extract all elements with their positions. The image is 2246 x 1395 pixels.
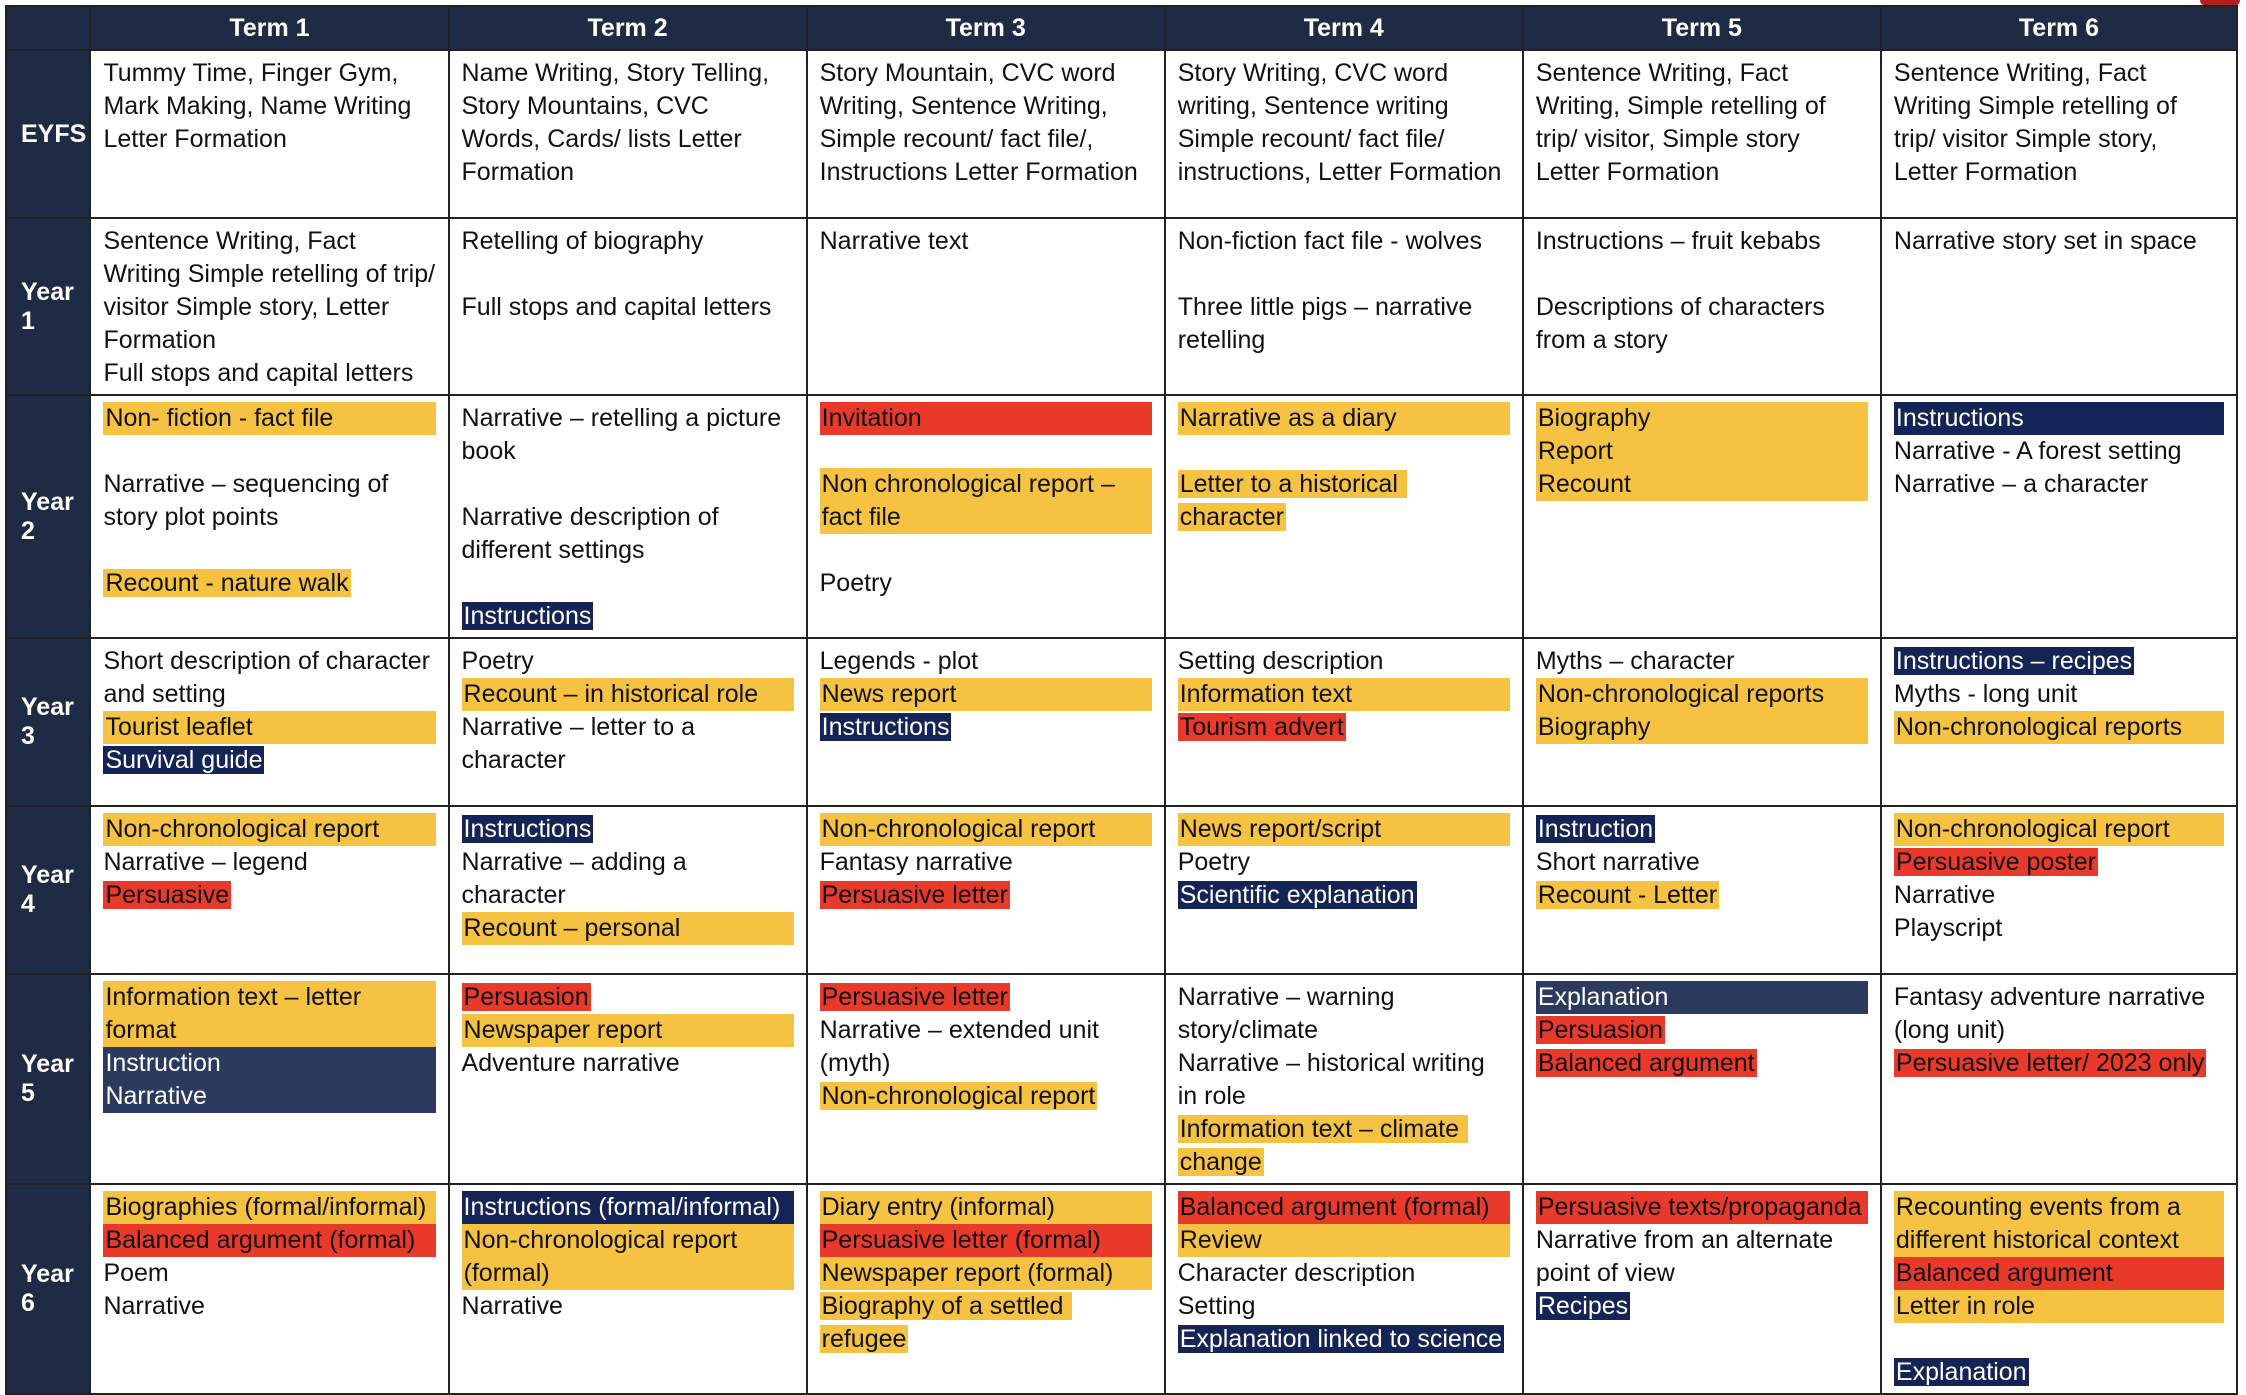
entry-text: Narrative – letter to a character <box>461 713 702 774</box>
entry-text: Narrative – historical writing in role <box>1177 1049 1492 1110</box>
cell-entry <box>820 846 1152 879</box>
highlighted-entry-text: Persuasive letter <box>821 983 1008 1011</box>
highlighted-entry-text: Instructions <box>1894 402 2224 435</box>
cell-entry <box>103 645 435 711</box>
cell-entry <box>820 1014 1152 1080</box>
table-row <box>6 218 2237 395</box>
highlighted-entry-text: Survival guide <box>105 746 263 774</box>
table-cell <box>1165 50 1523 218</box>
cell-entry <box>1894 435 2224 468</box>
table-cell <box>807 395 1165 638</box>
cell-entry <box>1894 1047 2224 1080</box>
highlighted-entry-text: Non-chronological report <box>1894 813 2224 846</box>
entry-text: Three little pigs – narrative retelling <box>1177 293 1480 354</box>
entry-text: Non-fiction fact file - wolves <box>1177 227 1482 255</box>
cell-entry <box>103 225 442 357</box>
cell-entry <box>820 879 1152 912</box>
table-cell <box>807 638 1165 806</box>
cell-spacer <box>1178 258 1510 291</box>
cell-spacer <box>103 435 435 468</box>
highlighted-entry-text: Balanced argument (formal) <box>103 1224 435 1257</box>
highlighted-entry-text: Recount - nature walk <box>105 569 349 597</box>
cell-entry <box>103 357 435 390</box>
table-cell <box>1523 806 1881 974</box>
cell-entry <box>1894 981 2224 1047</box>
highlighted-entry-text: Non-chronological report (formal) <box>462 1224 794 1290</box>
entry-text: Legends - plot <box>819 647 979 675</box>
cell-entry <box>1894 912 2224 945</box>
row-header: Year 1 <box>6 218 90 395</box>
cell-entry <box>820 1080 1152 1113</box>
highlighted-entry-text: Recounting events from a different historical context <box>1894 1191 2224 1257</box>
cell-entry <box>462 912 794 945</box>
cell-entry <box>1536 813 1868 846</box>
cell-entry <box>1178 1113 1510 1179</box>
entry-text: Playscript <box>1893 914 2003 942</box>
entry-text: Narrative <box>461 1292 563 1320</box>
highlighted-entry-text: Non-chronological report <box>821 1082 1096 1110</box>
cell-entry <box>462 981 794 1014</box>
highlighted-entry-text: News report/script <box>1178 813 1510 846</box>
cell-entry <box>103 1224 435 1257</box>
highlighted-entry-text: Biography Report Recount <box>1536 402 1868 501</box>
table-cell <box>1165 1184 1523 1394</box>
cell-entry <box>1536 645 1868 678</box>
cell-entry <box>103 711 435 744</box>
cell-entry <box>462 1224 794 1290</box>
cell-entry <box>462 225 794 258</box>
highlighted-entry-text: Recount – in historical role <box>462 678 794 711</box>
cell-entry <box>103 468 435 534</box>
cell-entry <box>462 1290 794 1323</box>
highlighted-entry-text: Persuasion <box>1537 1016 1663 1044</box>
table-cell <box>1165 638 1523 806</box>
entry-text: Narrative – warning story/climate <box>1177 983 1402 1044</box>
table-cell <box>449 395 807 638</box>
cell-entry <box>462 402 794 468</box>
cell-entry <box>1894 1356 2224 1389</box>
table-cell <box>1881 218 2237 395</box>
table-cell <box>807 974 1165 1184</box>
cell-entry <box>462 291 794 324</box>
entry-text: Sentence Writing, Fact Writing Simple retelling of trip/ visitor Simple story, Letter Formation <box>103 227 442 354</box>
entry-text: Poetry <box>461 647 534 675</box>
cell-entry <box>1178 1257 1510 1290</box>
entry-text: Retelling of biography <box>461 227 704 255</box>
table-cell <box>449 218 807 395</box>
cell-spacer <box>1178 435 1510 468</box>
cell-entry <box>1178 981 1510 1047</box>
table-cell <box>1881 1184 2237 1394</box>
highlighted-entry-text: Non chronological report – fact file <box>820 468 1152 534</box>
cell-entry <box>103 981 435 1047</box>
entry-text: Story Mountain, CVC word Writing, Sentence Writing, Simple recount/ fact file/, Instructions Letter Formation <box>819 59 1138 186</box>
cell-entry <box>103 567 435 600</box>
cell-entry <box>820 402 1152 435</box>
highlighted-entry-text: Recipes <box>1537 1292 1629 1320</box>
curriculum-table <box>5 5 2238 1395</box>
cell-entry <box>462 645 794 678</box>
highlighted-entry-text: Persuasion <box>463 983 589 1011</box>
highlighted-entry-text: Balanced argument <box>1537 1049 1755 1077</box>
table-cell <box>1523 395 1881 638</box>
table-cell <box>1165 974 1523 1184</box>
cell-entry <box>103 744 435 777</box>
highlighted-entry-text: Diary entry (informal) <box>820 1191 1152 1224</box>
corner-cell <box>6 6 90 50</box>
cell-entry <box>462 813 794 846</box>
cell-entry <box>820 57 1152 189</box>
cell-entry <box>1178 57 1510 189</box>
cell-entry <box>820 1191 1152 1224</box>
cell-entry <box>462 600 794 633</box>
cell-entry <box>1178 402 1510 435</box>
cell-entry <box>1894 225 2224 258</box>
table-cell <box>1165 806 1523 974</box>
column-header-term-2: Term 2 <box>449 6 807 50</box>
highlighted-entry-text: Persuasive <box>105 881 230 909</box>
table-cell <box>90 638 448 806</box>
entry-text: Short description of character and setting <box>103 647 437 708</box>
highlighted-entry-text: Letter to a historical character <box>1179 470 1405 531</box>
cell-entry <box>820 225 1152 258</box>
row-header: Year 5 <box>6 974 90 1184</box>
highlighted-entry-text: Newspaper report (formal) <box>820 1257 1152 1290</box>
cell-entry <box>1894 1257 2224 1290</box>
entry-text: Poetry <box>819 569 892 597</box>
highlighted-entry-text: Balanced argument <box>1894 1257 2224 1290</box>
cell-entry <box>820 567 1152 600</box>
highlighted-entry-text: Balanced argument (formal) <box>1178 1191 1510 1224</box>
column-header-term-1: Term 1 <box>90 6 448 50</box>
highlighted-entry-text: Non- fiction - fact file <box>103 402 435 435</box>
cell-entry <box>103 402 435 435</box>
highlighted-entry-text: Persuasive poster <box>1895 848 2097 876</box>
entry-text: Setting <box>1177 1292 1256 1320</box>
entry-text: Full stops and capital letters <box>103 359 414 387</box>
entry-text: Short narrative <box>1535 848 1700 876</box>
highlighted-entry-text: Narrative as a diary <box>1178 402 1510 435</box>
header-row <box>6 6 2237 50</box>
table-cell <box>449 1184 807 1394</box>
entry-text: Poetry <box>1177 848 1250 876</box>
cell-entry <box>103 57 435 156</box>
table-cell <box>807 1184 1165 1394</box>
cell-entry <box>820 1290 1152 1356</box>
entry-text: Narrative <box>1893 881 1996 909</box>
highlighted-entry-text: Non-chronological report <box>103 813 435 846</box>
cell-entry <box>1178 645 1510 678</box>
cell-entry <box>1178 1191 1510 1224</box>
highlighted-entry-text: Tourist leaflet <box>103 711 435 744</box>
table-cell <box>1881 50 2237 218</box>
column-header-term-5: Term 5 <box>1523 6 1881 50</box>
cell-entry <box>1536 846 1868 879</box>
entry-text: Descriptions of characters from a story <box>1535 293 1832 354</box>
row-header: Year 4 <box>6 806 90 974</box>
cell-entry <box>820 645 1152 678</box>
entry-text: Setting description <box>1177 647 1384 675</box>
table-cell <box>1523 638 1881 806</box>
entry-text: Narrative – legend <box>103 848 308 876</box>
entry-text: Myths - long unit <box>1893 680 2078 708</box>
cell-entry <box>1536 1290 1868 1323</box>
cell-entry <box>1894 879 2224 912</box>
entry-text: Instructions – fruit kebabs <box>1535 227 1821 255</box>
row-header: Year 6 <box>6 1184 90 1394</box>
cell-entry <box>1178 678 1510 711</box>
entry-text: Narrative – sequencing of story plot points <box>103 470 396 531</box>
cell-entry <box>462 711 794 777</box>
cell-entry <box>1536 225 1868 258</box>
highlighted-entry-text: Newspaper report <box>462 1014 794 1047</box>
highlighted-entry-text: News report <box>820 678 1152 711</box>
cell-entry <box>1536 1191 1868 1224</box>
cell-entry <box>1178 468 1510 534</box>
cell-entry <box>1178 1323 1510 1356</box>
entry-text: Narrative – retelling a picture book <box>461 404 789 465</box>
table-cell <box>90 50 448 218</box>
table-row <box>6 1184 2237 1394</box>
entry-text: Sentence Writing, Fact Writing Simple retelling of trip/ visitor Simple story, Letter Formation <box>1893 59 2184 186</box>
cell-entry <box>1894 1290 2224 1323</box>
cell-entry <box>1178 846 1510 879</box>
entry-text: Full stops and capital letters <box>461 293 772 321</box>
table-row <box>6 806 2237 974</box>
highlighted-entry-text: Biography of a settled refugee <box>821 1292 1071 1353</box>
cell-entry <box>103 1290 435 1323</box>
entry-text: Narrative - A forest setting <box>1893 437 2182 465</box>
cell-entry <box>1536 678 1868 744</box>
table-row <box>6 974 2237 1184</box>
highlighted-entry-text: Explanation linked to science <box>1179 1325 1503 1353</box>
highlighted-entry-text: Information text – letter format <box>103 981 435 1047</box>
table-cell <box>90 218 448 395</box>
cell-entry <box>820 1257 1152 1290</box>
entry-text: Narrative – extended unit (myth) <box>819 1016 1106 1077</box>
cell-entry <box>820 711 1152 744</box>
cell-entry <box>1536 1047 1868 1080</box>
highlighted-entry-text: Information text – climate change <box>1179 1115 1466 1176</box>
cell-entry <box>1536 291 1868 357</box>
cell-entry <box>1178 1224 1510 1257</box>
cell-entry <box>1536 1014 1868 1047</box>
cell-entry <box>103 879 435 912</box>
highlighted-entry-text: Instructions (formal/informal) <box>462 1191 794 1224</box>
entry-text: Narrative <box>103 1292 205 1320</box>
table-cell <box>90 1184 448 1394</box>
cell-spacer <box>462 258 794 291</box>
entry-text: Myths – character <box>1535 647 1735 675</box>
table-row <box>6 638 2237 806</box>
table-cell <box>90 974 448 1184</box>
cell-spacer <box>1536 258 1868 291</box>
cell-entry <box>1178 813 1510 846</box>
column-header-term-6: Term 6 <box>1881 6 2237 50</box>
cell-entry <box>1178 879 1510 912</box>
entry-text: Narrative description of different settings <box>461 503 726 564</box>
entry-text: Adventure narrative <box>461 1049 680 1077</box>
cell-entry <box>1178 291 1510 357</box>
highlighted-entry-text: Persuasive letter (formal) <box>820 1224 1152 1257</box>
cell-entry <box>1178 711 1510 744</box>
table-cell <box>1881 974 2237 1184</box>
entry-text: Fantasy adventure narrative (long unit) <box>1893 983 2213 1044</box>
highlighted-entry-text: Instructions <box>821 713 950 741</box>
table-cell <box>807 806 1165 974</box>
row-header: EYFS <box>6 50 90 218</box>
cell-entry <box>1536 1224 1868 1290</box>
entry-text: Narrative – adding a character <box>461 848 694 909</box>
entry-text: Sentence Writing, Fact Writing, Simple retelling of trip/ visitor, Simple story Letter Formation <box>1535 59 1833 186</box>
cell-entry <box>820 1224 1152 1257</box>
table-cell <box>449 50 807 218</box>
table-cell <box>90 395 448 638</box>
table-row <box>6 50 2237 218</box>
cell-entry <box>103 1257 435 1290</box>
column-header-term-3: Term 3 <box>807 6 1165 50</box>
entry-text: Character description <box>1177 1259 1416 1287</box>
highlighted-entry-text: Instructions <box>463 602 592 630</box>
cell-entry <box>820 981 1152 1014</box>
cell-entry <box>1894 645 2224 678</box>
cell-entry <box>1894 678 2224 711</box>
highlighted-entry-text: Non-chronological reports Biography <box>1536 678 1868 744</box>
table-cell <box>1523 1184 1881 1394</box>
highlighted-entry-text: Invitation <box>820 402 1152 435</box>
cell-spacer <box>462 567 794 600</box>
cell-entry <box>1894 57 2224 189</box>
entry-text: Fantasy narrative <box>819 848 1013 876</box>
entry-text: Tummy Time, Finger Gym, Mark Making, Name Writing Letter Formation <box>103 59 419 153</box>
cell-entry <box>1894 711 2224 744</box>
table-cell <box>449 974 807 1184</box>
cell-entry <box>103 846 435 879</box>
highlighted-entry-text: Persuasive letter <box>821 881 1008 909</box>
entry-text: Poem <box>103 1259 169 1287</box>
row-header: Year 2 <box>6 395 90 638</box>
entry-text: Story Writing, CVC word writing, Sentence writing Simple recount/ fact file/ instructions, Letter Formation <box>1177 59 1502 186</box>
table-cell <box>807 218 1165 395</box>
highlighted-entry-text: Letter in role <box>1894 1290 2224 1323</box>
cell-entry <box>820 678 1152 711</box>
cell-entry <box>103 1047 435 1113</box>
highlighted-entry-text: Instructions <box>463 815 592 843</box>
highlighted-entry-text: Biographies (formal/informal) <box>103 1191 435 1224</box>
row-header: Year 3 <box>6 638 90 806</box>
highlighted-entry-text: Information text <box>1178 678 1510 711</box>
cell-spacer <box>462 468 794 501</box>
highlighted-entry-text: Recount - Letter <box>1537 881 1718 909</box>
entry-text: Narrative from an alternate point of view <box>1535 1226 1841 1287</box>
cell-entry <box>1894 813 2224 846</box>
table-cell <box>1881 395 2237 638</box>
cell-entry <box>820 468 1152 534</box>
table-cell <box>1881 806 2237 974</box>
entry-text: Name Writing, Story Telling, Story Mountains, CVC Words, Cards/ lists Letter Formation <box>461 59 777 186</box>
table-cell <box>90 806 448 974</box>
entry-text: Narrative – a character <box>1893 470 2149 498</box>
cell-entry <box>462 57 794 189</box>
table-cell <box>1165 218 1523 395</box>
highlighted-entry-text: Instruction Narrative <box>103 1047 435 1113</box>
cell-entry <box>1178 1047 1510 1113</box>
cell-entry <box>1894 1191 2224 1257</box>
table-cell <box>449 638 807 806</box>
cell-spacer <box>820 435 1152 468</box>
column-header-term-4: Term 4 <box>1165 6 1523 50</box>
entry-text: Narrative text <box>819 227 969 255</box>
cell-entry <box>462 1014 794 1047</box>
cell-entry <box>1894 468 2224 501</box>
highlighted-entry-text: Non-chronological report <box>820 813 1152 846</box>
cell-entry <box>462 501 794 567</box>
highlighted-entry-text: Persuasive texts/propaganda <box>1536 1191 1868 1224</box>
cell-entry <box>1894 402 2224 435</box>
cell-entry <box>820 813 1152 846</box>
cell-entry <box>1536 981 1868 1014</box>
highlighted-entry-text: Scientific explanation <box>1179 881 1415 909</box>
cell-entry <box>1536 879 1868 912</box>
table-cell <box>807 50 1165 218</box>
highlighted-entry-text: Instructions – recipes <box>1895 647 2133 675</box>
cell-entry <box>1536 402 1868 501</box>
cell-spacer <box>1894 1323 2224 1356</box>
table-row <box>6 395 2237 638</box>
highlighted-entry-text: Review <box>1178 1224 1510 1257</box>
cell-entry <box>462 846 794 912</box>
cell-entry <box>103 1191 435 1224</box>
cell-entry <box>1178 225 1510 258</box>
cell-entry <box>1536 57 1868 189</box>
table-cell <box>1523 50 1881 218</box>
entry-text: Narrative story set in space <box>1893 227 2197 255</box>
highlighted-entry-text: Tourism advert <box>1179 713 1344 741</box>
highlighted-entry-text: Instruction <box>1537 815 1654 843</box>
table-cell <box>449 806 807 974</box>
highlighted-entry-text: Persuasive letter/ 2023 only <box>1895 1049 2205 1077</box>
highlighted-entry-text: Explanation <box>1895 1358 2027 1386</box>
cell-spacer <box>820 534 1152 567</box>
cell-entry <box>462 1191 794 1224</box>
highlighted-entry-text: Explanation <box>1536 981 1868 1014</box>
highlighted-entry-text: Recount – personal <box>462 912 794 945</box>
highlighted-entry-text: Non-chronological reports <box>1894 711 2224 744</box>
cell-entry <box>462 678 794 711</box>
table-cell <box>1523 218 1881 395</box>
cell-entry <box>103 813 435 846</box>
cell-entry <box>1894 846 2224 879</box>
cell-entry <box>462 1047 794 1080</box>
table-cell <box>1165 395 1523 638</box>
cell-spacer <box>103 534 435 567</box>
table-cell <box>1523 974 1881 1184</box>
table-cell <box>1881 638 2237 806</box>
cell-entry <box>1178 1290 1510 1323</box>
